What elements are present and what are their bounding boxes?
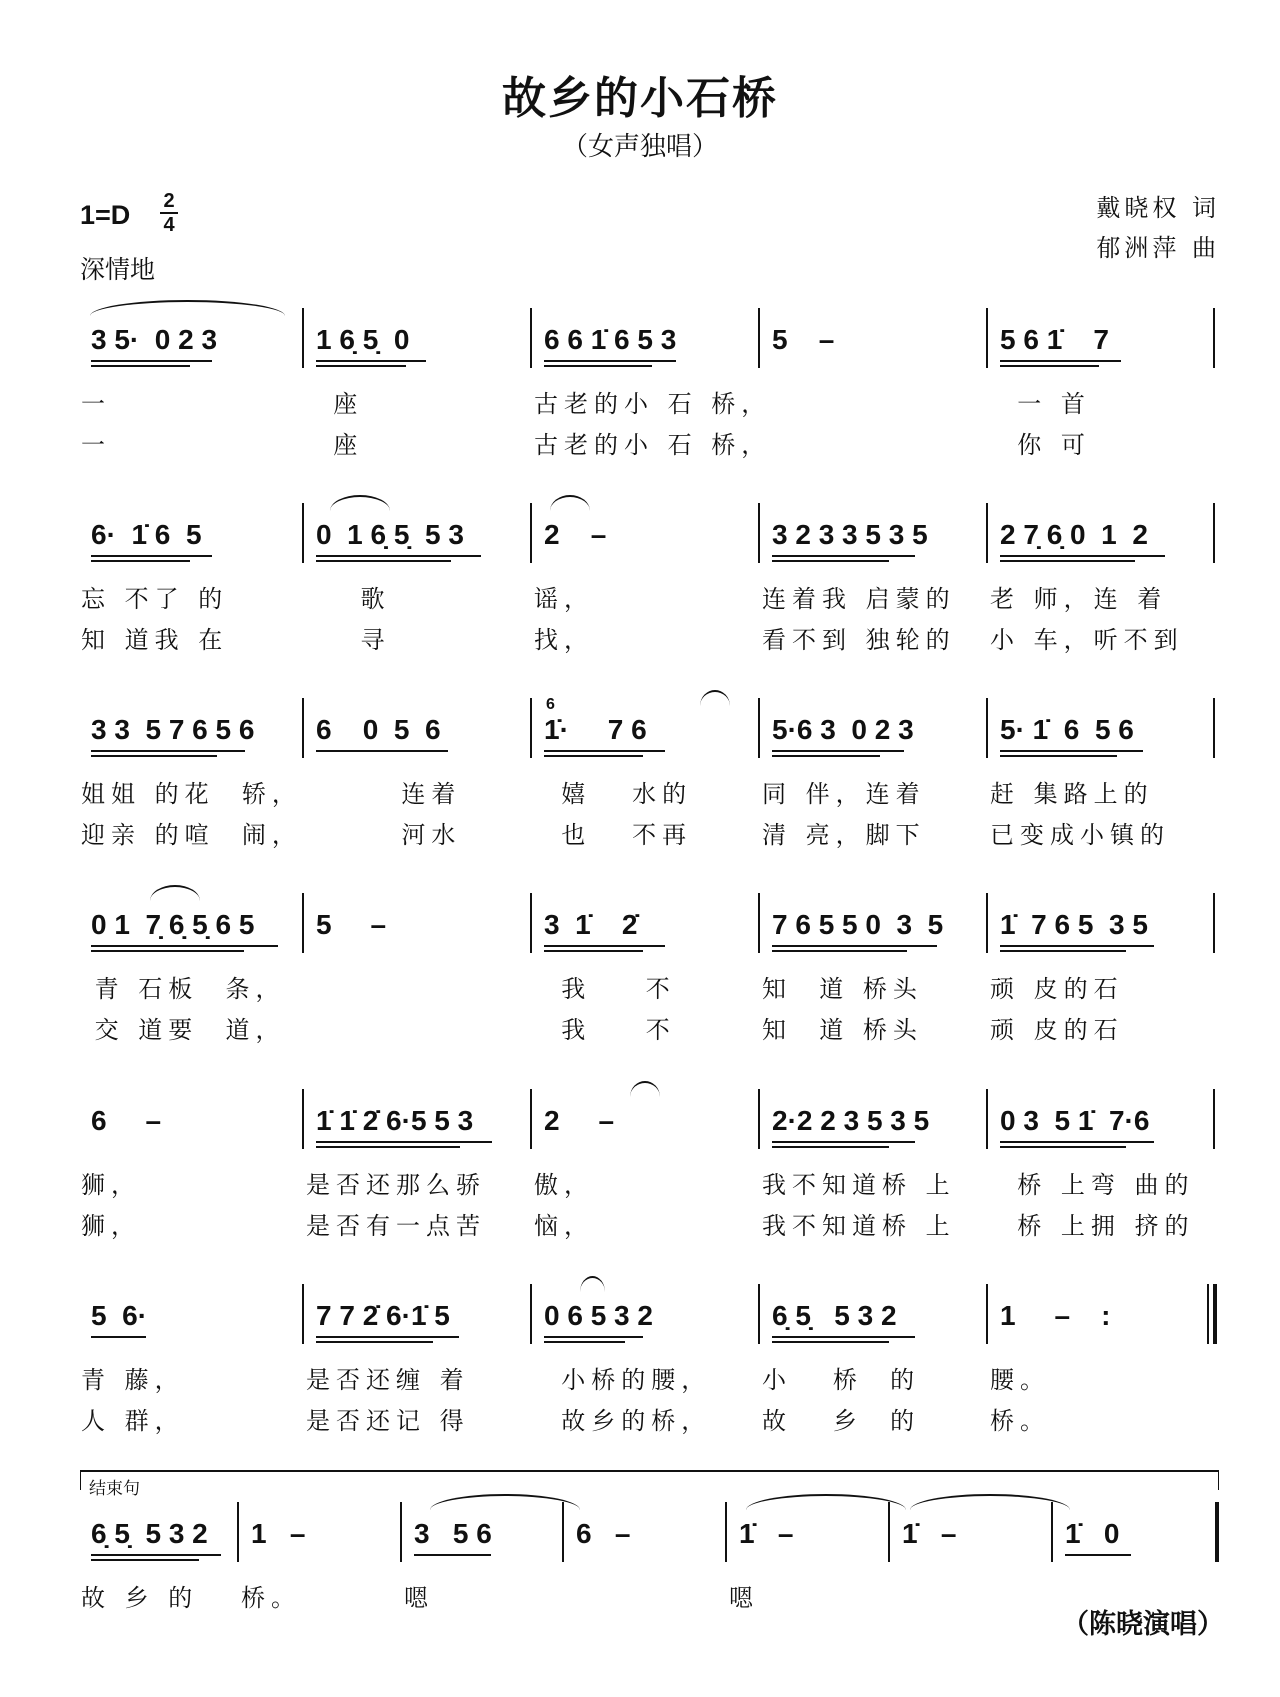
grace-note: 6 [546, 696, 555, 713]
measure [534, 907, 762, 1044]
lyric-verse-2: 迎亲 的喧 闹， [81, 821, 302, 849]
key-signature: 1=D [80, 200, 131, 230]
lyric-verse-1: 是否还那么骄 [306, 1171, 486, 1199]
song-title: 故乡的小石桥 [502, 73, 778, 124]
beam-line [414, 1554, 491, 1556]
lyric-verse-2: 找， [534, 626, 594, 654]
measure-notes: 5 – [772, 324, 835, 355]
lyric-verse-1: 青 石板 条， [81, 975, 286, 1003]
lyric-verse-1: 小桥的腰， [534, 1366, 712, 1394]
lyric-verse-1: 连着我 启蒙的 [762, 585, 956, 613]
measure-notes: 3 5· 0 2 3 [91, 324, 218, 355]
lyric-verse-2: 顽 皮的石 [990, 1016, 1124, 1044]
measure-notes: 1̇ 7 6 5 3 5 [1000, 909, 1148, 940]
beam-line [772, 950, 907, 952]
lyric-verse-1: 同 伴，连着 [762, 780, 926, 808]
measure-notes: 6 – [576, 1518, 631, 1549]
lyric-verse-1: 桥。 [241, 1584, 301, 1612]
lyric-verse-2: 恼， [534, 1212, 594, 1240]
lyric-verse-1: 是否还缠 着 [306, 1366, 470, 1394]
barline [758, 503, 760, 563]
slur [580, 1276, 605, 1292]
measure-notes: 6̣ 5̣ 5 3 2 [772, 1300, 897, 1331]
lyric-verse-1: 连着 [306, 780, 462, 808]
lyric-verse-2: 寻 [306, 626, 391, 654]
lyric-verse-2: 清 亮，脚下 [762, 821, 926, 849]
beam-line [316, 1341, 433, 1343]
measure [566, 1516, 729, 1646]
measure-notes: 0 1 6̣ 5̣ 5 3 [316, 519, 464, 550]
beam-line [772, 1146, 889, 1148]
measure-notes: 1 – : [1000, 1300, 1111, 1331]
slur [550, 495, 590, 511]
measure [990, 517, 1217, 654]
measure [990, 712, 1217, 849]
measure [762, 1103, 990, 1240]
beam-line [91, 560, 190, 562]
measure-notes: 3 3 5 7 6 5 6 [91, 714, 255, 745]
lyric-verse-1: 小 桥 的 [762, 1366, 921, 1394]
lyric-verse-1: 我 不 [534, 975, 676, 1003]
lyric-verse-1: 顽 皮的石 [990, 975, 1124, 1003]
measure-notes: 1̇ – [739, 1518, 794, 1549]
measure-notes: 2 – [544, 1105, 615, 1136]
measure-notes: 3 2 3 3 5 3 5 [772, 519, 928, 550]
beam-line [772, 555, 915, 557]
barline [888, 1502, 890, 1562]
barline [1213, 1089, 1215, 1149]
lyric-verse-1: 赶 集路上的 [990, 780, 1154, 808]
measure-notes: 1 – [251, 1518, 306, 1549]
measure [306, 1103, 534, 1240]
lyric-verse-2: 桥。 [990, 1407, 1050, 1435]
beam-line [316, 560, 451, 562]
lyric-verse-1: 知 道 桥头 [762, 975, 923, 1003]
beam-line [91, 555, 212, 557]
tempo-marking: 深情地 [80, 255, 156, 284]
lyric-verse-1: 故 乡 的 [81, 1584, 199, 1612]
score-system [0, 1298, 1280, 1438]
ending-label: 结束句 [89, 1479, 140, 1499]
measure [534, 517, 762, 654]
slur [150, 885, 200, 901]
barline [758, 1284, 760, 1344]
barline [562, 1502, 564, 1562]
measure-notes: 0 3 5 1̇ 7·6 [1000, 1105, 1150, 1136]
measure [306, 712, 534, 849]
measure-notes: 5 6 1̇ 7 [1000, 324, 1109, 355]
slur [700, 690, 730, 706]
lyric-verse-2: 河水 [306, 821, 462, 849]
beam-line [544, 360, 676, 362]
beam-line [1000, 560, 1135, 562]
barline [302, 698, 304, 758]
beam-line [91, 755, 217, 757]
measure-notes: 7 7 2̇ 6·1̇ 5 [316, 1300, 450, 1331]
beam-line [544, 365, 652, 367]
measure [81, 1298, 306, 1435]
lyric-verse-1: 老 师，连 着 [990, 585, 1168, 613]
measure [534, 696, 762, 849]
repeat-thin-barline [1207, 1284, 1209, 1344]
lyric-verse-1: 嗯 [729, 1584, 759, 1612]
lyric-verse-2: 是否有一点苦 [306, 1212, 486, 1240]
barline [758, 698, 760, 758]
song-subtitle: （女声独唱） [561, 132, 718, 162]
beam-line [1000, 755, 1117, 757]
measure [534, 1103, 762, 1240]
barline [530, 1089, 532, 1149]
beam-line [91, 945, 278, 947]
beam-line [772, 750, 904, 752]
slur [910, 1494, 1070, 1510]
lyric-verse-2: 小 车，听不到 [990, 626, 1184, 654]
lyric-verse-2: 一 [81, 431, 111, 459]
beam-line [91, 750, 245, 752]
measure [81, 712, 306, 849]
lyric-verse-1: 一 [81, 390, 111, 418]
slur [430, 1494, 580, 1510]
beam-line [316, 750, 448, 752]
measure-notes: 5·6 3 0 2 3 [772, 714, 914, 745]
measure [990, 1298, 1217, 1435]
measure-notes: 2 7̣ 6̣ 0 1 2 [1000, 519, 1148, 550]
beam-line [1000, 360, 1121, 362]
beam-line [1000, 950, 1126, 952]
barline [530, 503, 532, 563]
slur [630, 1081, 660, 1097]
ending-bracket [80, 1470, 1219, 1499]
barline [986, 308, 988, 368]
measure [534, 1298, 762, 1435]
final-barline [1215, 1502, 1219, 1562]
lyric-verse-1: 忘 不了 的 [81, 585, 229, 613]
measure-notes: 1 6̣ 5̣ 0 [316, 324, 410, 355]
slur [746, 1494, 906, 1510]
lyric-verse-1: 歌 [306, 585, 391, 613]
barline [986, 1089, 988, 1149]
beam-line [1000, 750, 1143, 752]
lyric-verse-1: 腰。 [990, 1366, 1050, 1394]
composer-credit: 郁洲萍 曲 [1096, 234, 1220, 262]
barline [400, 1502, 402, 1562]
measure-notes: 1̇ 0 [1065, 1518, 1120, 1549]
measure [306, 1298, 534, 1435]
lyric-verse-1: 座 [306, 390, 364, 418]
measure [81, 1103, 306, 1240]
lyric-verse-1: 嗯 [404, 1584, 434, 1612]
final-barline [1213, 1284, 1217, 1344]
beam-line [1000, 365, 1099, 367]
barline [1213, 308, 1215, 368]
measure [762, 517, 990, 654]
measure [81, 322, 306, 459]
beam-line [772, 1141, 915, 1143]
measure [762, 322, 990, 452]
time-top: 2 [163, 190, 175, 212]
measure-notes: 6 0 5 6 [316, 714, 441, 745]
beam-line [316, 1141, 492, 1143]
measure [990, 1103, 1217, 1240]
measure-notes: 7 6 5 5 0 3 5 [772, 909, 944, 940]
beam-line [772, 1341, 889, 1343]
beam-line [544, 1341, 625, 1343]
lyric-verse-1: 傲， [534, 1171, 594, 1199]
score-system [0, 517, 1280, 657]
measure [81, 517, 306, 654]
barline [530, 308, 532, 368]
measure-notes: 6̣ 5̣ 5 3 2 [91, 1518, 208, 1549]
time-bottom: 4 [163, 214, 175, 236]
measure [534, 322, 772, 459]
lyric-verse-1: 姐姐 的花 轿， [81, 780, 302, 808]
lyric-verse-2: 交 道要 道， [81, 1016, 286, 1044]
time-signature [160, 190, 178, 236]
beam-line [91, 365, 190, 367]
measure-notes: 2 – [544, 519, 607, 550]
beam-line [1000, 945, 1154, 947]
barline [302, 1284, 304, 1344]
lyric-verse-1: 桥 上弯 曲的 [990, 1171, 1195, 1199]
measure-notes: 1̇ 1̇ 2̇ 6·5 5 3 [316, 1105, 474, 1136]
measure-notes: 2·2 2 3 5 3 5 [772, 1105, 930, 1136]
measure [729, 1516, 892, 1646]
beam-line [1000, 555, 1165, 557]
barline [302, 893, 304, 953]
barline [237, 1502, 239, 1562]
measure-notes: 0 1 7̣ 6̣ 5̣ 6 5 [91, 909, 255, 940]
lyric-verse-2: 你 可 [990, 431, 1091, 459]
measure-notes: 5 6· [91, 1300, 148, 1331]
measure-notes: 3 1̇ 2̇ [544, 909, 638, 940]
beam-line [772, 560, 889, 562]
lyric-verse-1: 狮， [81, 1171, 141, 1199]
beam-line [316, 360, 426, 362]
lyric-verse-1: 青 藤， [81, 1366, 185, 1394]
lyric-verse-2: 故乡的桥， [534, 1407, 712, 1435]
lyric-verse-2: 知 道我 在 [81, 626, 229, 654]
measure-notes: 6 – [91, 1105, 162, 1136]
barline [758, 308, 760, 368]
measure [241, 1516, 404, 1646]
beam-line [91, 1559, 199, 1561]
barline [1213, 503, 1215, 563]
barline [530, 893, 532, 953]
beam-line [91, 1336, 146, 1338]
lyric-verse-2: 故 乡 的 [762, 1407, 921, 1435]
beam-line [544, 755, 643, 757]
measure [306, 322, 534, 459]
lyric-verse-1: 一 首 [990, 390, 1091, 418]
beam-line [772, 755, 880, 757]
lyric-verse-2: 看不到 独轮的 [762, 626, 956, 654]
barline [302, 1089, 304, 1149]
beam-line [1065, 1554, 1131, 1556]
lyricist-credit: 戴晓权 词 [1096, 194, 1220, 222]
slur [330, 495, 390, 511]
lyric-verse-2: 座 [306, 431, 364, 459]
lyric-verse-1: 我不知道桥 上 [762, 1171, 956, 1199]
measure-notes: 5 – [316, 909, 387, 940]
lyric-verse-2: 桥 上拥 挤的 [990, 1212, 1195, 1240]
barline [986, 503, 988, 563]
beam-line [544, 750, 665, 752]
barline [1213, 698, 1215, 758]
performer-credit: （陈晓演唱） [1062, 1609, 1224, 1640]
beam-line [544, 1336, 643, 1338]
beam-line [772, 945, 937, 947]
lyric-verse-2: 我 不 [534, 1016, 676, 1044]
beam-line [1000, 1146, 1126, 1148]
beam-line [316, 1146, 460, 1148]
lyric-verse-2: 人 群， [81, 1407, 185, 1435]
beam-line [91, 950, 244, 952]
beam-line [1000, 1141, 1154, 1143]
barline [1213, 893, 1215, 953]
barline [758, 893, 760, 953]
score-system [0, 696, 1280, 852]
measure [81, 1516, 241, 1646]
measure-notes: 3 5 6 [414, 1518, 492, 1549]
lyric-verse-1: 谣， [534, 585, 594, 613]
beam-line [772, 1336, 915, 1338]
lyric-verse-2: 是否还记 得 [306, 1407, 470, 1435]
beam-line [316, 1336, 459, 1338]
barline [725, 1502, 727, 1562]
measure [762, 1298, 990, 1435]
measure [404, 1516, 566, 1646]
beam-line [316, 365, 406, 367]
score-system [0, 1103, 1280, 1243]
lyric-verse-2: 我不知道桥 上 [762, 1212, 956, 1240]
measure-notes: 6 6 1̇ 6 5 3 [544, 324, 677, 355]
barline [530, 698, 532, 758]
measure-notes: 1̇ – [902, 1518, 957, 1549]
beam-line [544, 945, 665, 947]
barline [986, 698, 988, 758]
barline [302, 503, 304, 563]
lyric-verse-2: 古老的小 石 桥， [534, 431, 772, 459]
measure [81, 907, 306, 1044]
lyric-verse-1: 古老的小 石 桥， [534, 390, 772, 418]
measure [762, 712, 990, 849]
lyric-verse-2: 也 不再 [534, 821, 693, 849]
measure [892, 1516, 1055, 1646]
barline [1051, 1502, 1053, 1562]
measure-notes: 6· 1̇ 6 5 [91, 519, 202, 550]
measure [306, 907, 534, 1037]
score-system [0, 322, 1280, 462]
score-system [0, 907, 1280, 1047]
measure [762, 907, 990, 1044]
measure-notes: 0 6 5 3 2 [544, 1300, 653, 1331]
measure [990, 907, 1217, 1044]
barline [758, 1089, 760, 1149]
barline [530, 1284, 532, 1344]
lyric-verse-1: 嬉 水的 [534, 780, 693, 808]
beam-line [316, 555, 481, 557]
measure-notes: 1̇· 7 6 [544, 714, 647, 745]
measure-notes: 5· 1̇ 6 5 6 [1000, 714, 1134, 745]
slur [90, 300, 285, 316]
beam-line [91, 360, 212, 362]
beam-line [91, 1554, 221, 1556]
lyric-verse-2: 已变成小镇的 [990, 821, 1170, 849]
barline [986, 1284, 988, 1344]
measure [990, 322, 1217, 459]
barline [302, 308, 304, 368]
beam-line [544, 950, 643, 952]
lyric-verse-2: 狮， [81, 1212, 141, 1240]
lyric-verse-2: 知 道 桥头 [762, 1016, 923, 1044]
barline [986, 893, 988, 953]
measure [306, 517, 534, 654]
